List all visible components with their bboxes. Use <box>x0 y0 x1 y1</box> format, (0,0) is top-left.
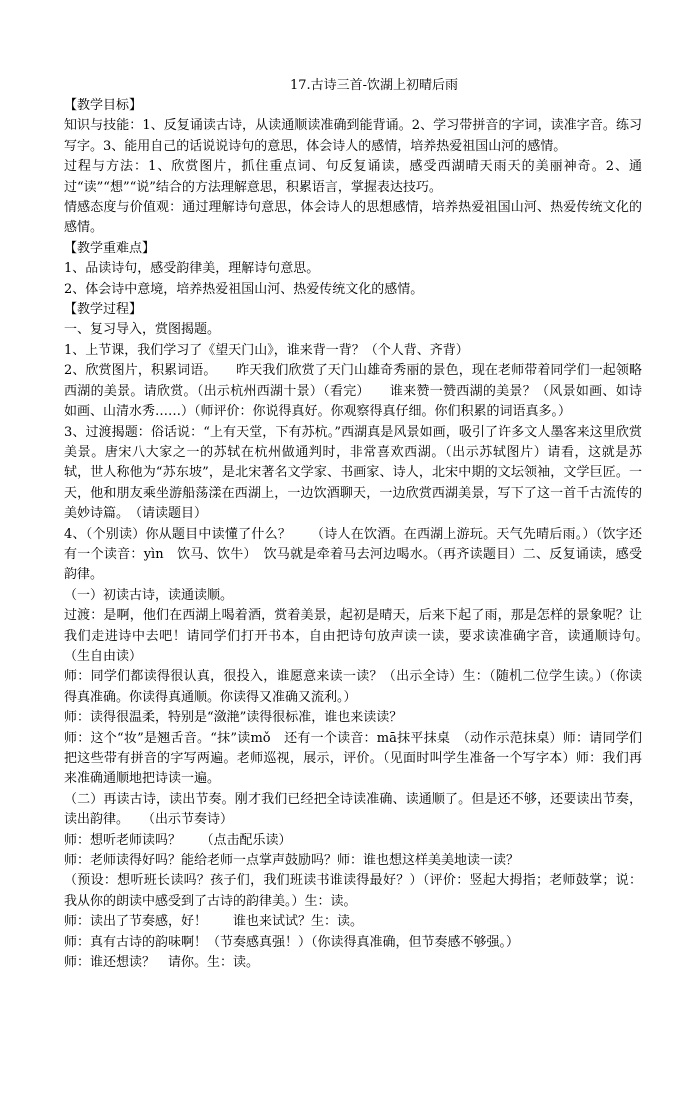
paragraph-process-method: 过程与方法：1、欣赏图片，抓住重点词、句反复诵读，感受西湖晴天雨天的美丽神奇。2、通过“读”“想”“说”结合的方法理解意思，积累语言，掌握表达技巧。 <box>64 159 642 195</box>
paragraph-teacher-5: 师：老师读得好吗？能给老师一点掌声鼓励吗？师：谁也想这样美美地读一读？ <box>64 853 520 869</box>
paragraph-first-reading-heading: （一）初读古诗，读通读顺。 <box>64 587 234 603</box>
paragraph-step-1: 一、复习导入，赏图揭题。 <box>64 322 221 338</box>
document-title: 17.古诗三首-饮湖上初晴后雨 <box>289 78 459 93</box>
paragraph-preset: （预设：想听班长读吗？孩子们，我们班读书谁读得最好？）（评价：竖起大拇指；老师鼓掌；说：我从你的朗读中感受到了古诗的韵律美。）生：读。 <box>64 873 642 909</box>
paragraph-second-reading: （二）再读古诗，读出节奏。刚才我们已经把全诗读准确、读通顺了。但是还不够，还要读出节奏，读出韵律。 （出示节奏诗） <box>64 791 642 828</box>
paragraph-teacher-6: 师：读出了节奏感，好！ 谁也来试试？生：读。 <box>64 914 364 930</box>
paragraph-teacher-7: 师：真有古诗的韵味啊！（节奏感真强！）（你读得真准确，但节奏感不够强。） <box>64 934 520 950</box>
paragraph-teacher-1: 师：同学们都读得很认真，很投入，谁愿意来读一读？（出示全诗）生：（随机二位学生读。）（你读得真准确。你读得真通顺。你读得又准确又流利。） <box>64 669 642 705</box>
paragraph-teacher-2: 师：读得很温柔，特别是“潋滟”读得很标准，谁也来读读？ <box>64 710 403 726</box>
paragraph-review: 1、上节课，我们学习了《望天门山》，谁来背一背？（个人背、齐背） <box>64 342 469 358</box>
paragraph-key-point-1: 1、品读诗句，感受韵律美，理解诗句意思。 <box>64 261 320 277</box>
section-heading-key-points: 【教学重难点】 <box>64 240 156 256</box>
document-page <box>64 76 656 973</box>
paragraph-picture-appreciation: 2、欣赏图片，积累词语。 昨天我们欣赏了天门山雄奇秀丽的景色，现在老师带着同学们一起领略西湖的美景。请欣赏。（出示杭州西湖十景）（看完） 谁来赞一赞西湖的美景？（风景如画、如诗如画、山清水秀……）（师评价：你说得真好。你观察得真仔细。你们积累的词语真多。） <box>64 363 642 420</box>
section-heading-process: 【教学过程】 <box>64 302 143 318</box>
paragraph-transition-title: 3、过渡揭题：俗话说：“上有天堂，下有苏杭。”西湖真是风景如画，吸引了许多文人墨客来这里欣赏美景。唐宋八大家之一的苏轼在杭州做通判时，非常喜欢西湖。（出示苏轼图片）请看，这就是苏轼，世人称他为“苏东坡”，是北宋著名文学家、书画家、诗人，北宋中期的文坛领袖，文学巨匠。一天，他和朋友乘坐游船荡漾在西湖上，一边饮酒聊天，一边欣赏西湖美景，写下了这一首千古流传的美妙诗篇。 （请读题目） <box>64 424 642 522</box>
paragraph-title-understanding: 4、（个别读）你从题目中读懂了什么？ （诗人在饮酒。在西湖上游玩。天气先晴后雨。）（饮字还有一个读音：yìn 饮马、饮牛） 饮马就是牵着马去河边喝水。（再齐读题目）二、反复诵读，感受韵律。 <box>64 526 642 583</box>
section-heading-objectives: 【教学目标】 <box>64 98 143 113</box>
paragraph-key-point-2: 2、体会诗中意境，培养热爱祖国山河、热爱传统文化的感情。 <box>64 281 424 297</box>
paragraph-first-reading-transition: 过渡：是啊，他们在西湖上喝着酒，赏着美景，起初是晴天，后来下起了雨，那是怎样的景象呢？让我们走进诗中去吧！请同学们打开书本，自由把诗句放声读一读，要求读准确字音，读通顺诗句。 （生自由读） <box>64 608 656 664</box>
paragraph-knowledge-skills: 知识与技能：1、反复诵读古诗，从读通顺读准确到能背诵。2、学习带拼音的字词，读准字音。练习写字。3、能用自己的话说说诗句的意思，体会诗人的感情，培养热爱祖国山河的感情。 <box>64 118 642 154</box>
document-body <box>64 96 656 973</box>
paragraph-teacher-4: 师：想听老师读吗？ （点击配乐读） <box>64 832 292 848</box>
paragraph-attitude-values: 情感态度与价值观：通过理解诗句意思，体会诗人的思想感情，培养热爱祖国山河、热爱传统文化的感情。 <box>64 200 642 236</box>
paragraph-teacher-3: 师：这个“妆”是翘舌音。“抹”读mǒ 还有一个读音：mā抹平抹桌 （动作示范抹桌）师：请同学们把这些带有拼音的字写两遍。老师巡视，展示，评价。（见面时叫学生准备一个写字本）师：我们再来准确通顺地把诗读一遍。 <box>64 730 642 787</box>
paragraph-teacher-8: 师：谁还想读？ 请你。生：读。 <box>64 955 260 971</box>
